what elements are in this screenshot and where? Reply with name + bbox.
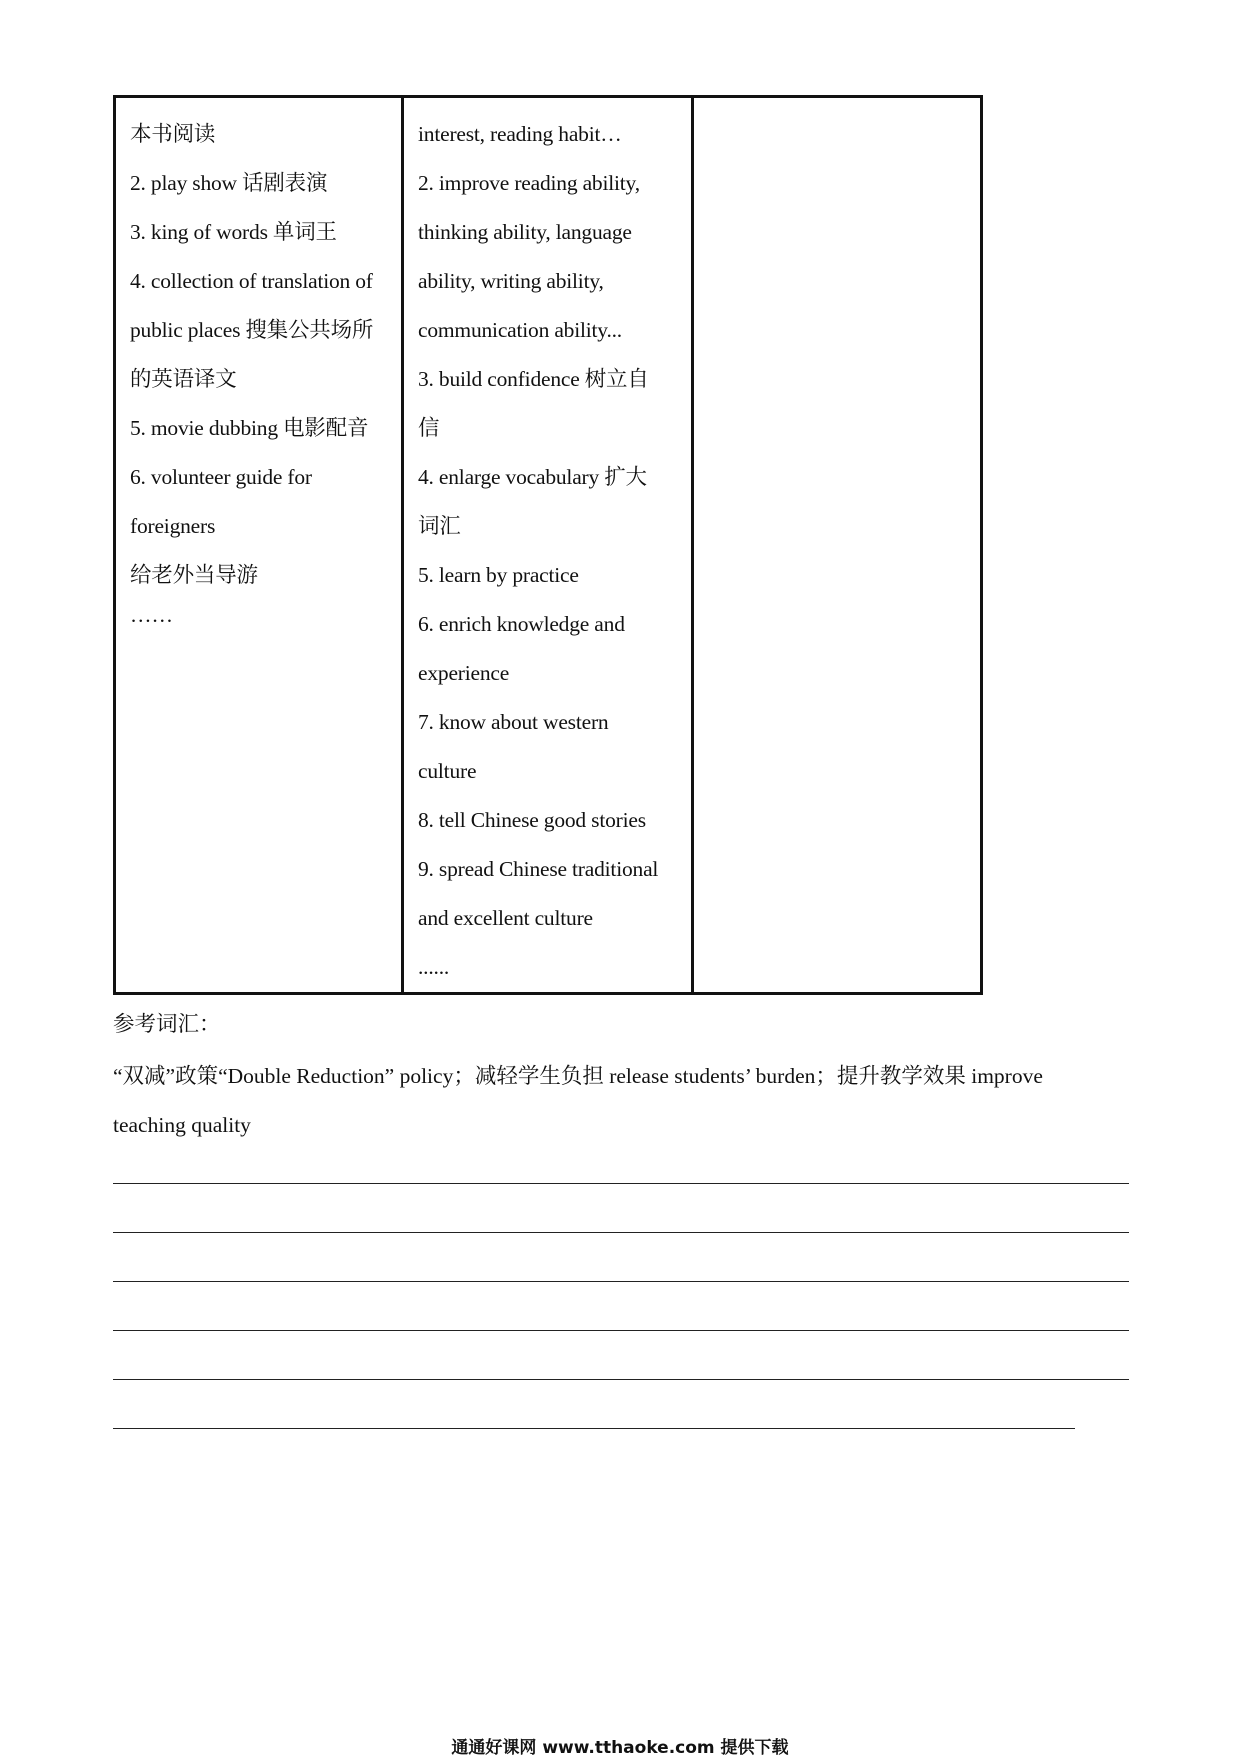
table-line: 8. tell Chinese good stories (418, 808, 646, 832)
table-line: 3. king of words 单词王 (130, 220, 337, 244)
table-line: experience (418, 661, 510, 685)
table-line: 5. movie dubbing 电影配音 (130, 416, 369, 440)
table-line: 7. know about western (418, 710, 609, 734)
table-column-benefits (404, 98, 694, 992)
table-line: 词汇 (418, 514, 461, 538)
page-footer: 通通好课网 www.tthaoke.com 提供下载 (451, 1738, 789, 1758)
table-line: 4. enlarge vocabulary 扩大 (418, 465, 647, 489)
activity-table (113, 95, 983, 995)
writing-line[interactable] (113, 1281, 1129, 1282)
table-line: 本书阅读 (130, 122, 216, 146)
table-line: thinking ability, language (418, 220, 632, 244)
table-line: public places 搜集公共场所 (130, 318, 374, 342)
table-line: communication ability... (418, 318, 622, 342)
table-line: 信 (418, 416, 440, 440)
writing-line[interactable] (113, 1330, 1129, 1331)
table-line-ellipsis: …… (130, 603, 173, 627)
table-line: 6. volunteer guide for (130, 465, 312, 489)
table-line: 9. spread Chinese traditional (418, 857, 659, 881)
writing-line[interactable] (113, 1183, 1129, 1184)
reference-vocabulary-label: 参考词汇： (113, 1012, 221, 1036)
writing-line[interactable] (113, 1428, 1075, 1429)
reference-vocabulary-text (113, 1052, 1103, 1150)
reference-line: “双减”政策“Double Reduction” policy；减轻学生负担 release students’ burden；提升教学效果 improve (113, 1064, 1043, 1088)
table-line: 给老外当导游 (130, 563, 258, 587)
writing-line[interactable] (113, 1232, 1129, 1233)
writing-line[interactable] (113, 1379, 1129, 1380)
table-line: 4. collection of translation of (130, 269, 373, 293)
table-line: culture (418, 759, 477, 783)
table-line: 5. learn by practice (418, 563, 579, 587)
table-line: ...... (418, 955, 450, 979)
table-column-activities (116, 98, 404, 992)
reference-line: teaching quality (113, 1113, 251, 1137)
table-line: interest, reading habit… (418, 122, 622, 146)
table-line: and excellent culture (418, 906, 593, 930)
table-line: 2. improve reading ability, (418, 171, 640, 195)
table-line: foreigners (130, 514, 216, 538)
table-line: 3. build confidence 树立自 (418, 367, 649, 391)
table-column-empty (694, 98, 980, 992)
table-line: 的英语译文 (130, 367, 237, 391)
table-line: 2. play show 话剧表演 (130, 171, 328, 195)
table-line: 6. enrich knowledge and (418, 612, 625, 636)
table-line: ability, writing ability, (418, 269, 604, 293)
